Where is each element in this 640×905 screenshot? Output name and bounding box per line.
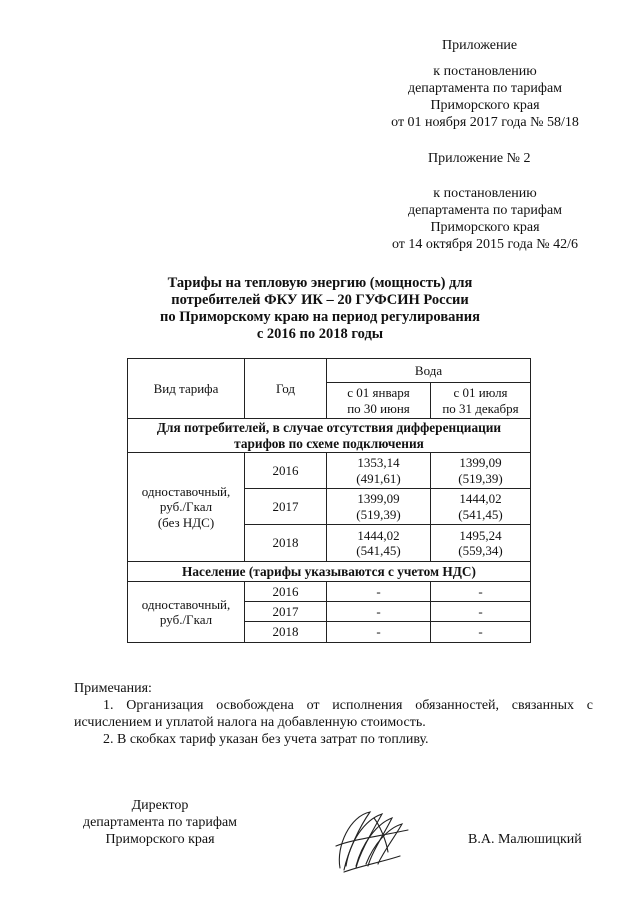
appendix2-line: от 14 октября 2015 года № 42/6 [391,237,579,252]
tariff-value: 1444,02 (541,45) [327,525,431,562]
appendix2-line: Приморского края [430,220,540,235]
tariff-value: 1353,14 (491,61) [327,453,431,489]
tariff-value: - [327,622,431,643]
tariff-value: - [327,582,431,602]
appendix-title: Приложение [442,38,518,53]
document-title-line: по Приморскому краю на период регулирования [160,309,480,325]
year-cell: 2016 [245,582,327,602]
header-year: Год [245,359,327,419]
year-cell: 2018 [245,622,327,643]
appendix-line: Приморского края [430,98,540,113]
tariff-value: - [431,582,531,602]
tariff-value: 1399,09 (519,39) [431,453,531,489]
appendix2-line: департамента по тарифам [407,203,563,218]
signatory-position: департамента по тарифам [82,815,238,830]
tariff-value: - [431,602,531,622]
appendix-line: от 01 ноября 2017 года № 58/18 [391,115,579,130]
year-cell: 2018 [245,525,327,562]
appendix2-title: Приложение № 2 [428,151,531,166]
note-2: 2. В скобках тариф указан без учета затрат по топливу. [103,732,429,747]
tariff-value: - [431,622,531,643]
year-cell: 2017 [245,489,327,525]
appendix-line: департамента по тарифам [407,81,563,96]
year-cell: 2016 [245,453,327,489]
handwritten-signature [330,806,412,876]
document-title-line: с 2016 по 2018 годы [256,326,384,342]
appendix-line: к постановлению [433,64,537,79]
notes-title: Примечания: [74,681,152,696]
header-period-2: с 01 июля по 31 декабря [431,383,531,419]
signatory-name: В.А. Малюшицкий [468,832,582,847]
section-header: Для потребителей, в случае отсутствия дифференциации тарифов по схеме подключения [128,419,531,453]
header-water: Вода [327,359,531,383]
tariff-value: 1444,02 (541,45) [431,489,531,525]
tariff-type-cell: одноставочный, руб./Гкал (без НДС) [128,453,245,562]
signatory-position: Приморского края [105,832,215,847]
note-1-continued: исчислением и уплатой налога на добавленную стоимость. [74,715,426,730]
tariff-value: 1399,09 (519,39) [327,489,431,525]
year-cell: 2017 [245,602,327,622]
appendix2-line: к постановлению [433,186,537,201]
tariff-value: - [327,602,431,622]
document-title-line: Тарифы на тепловую энергию (мощность) для [167,275,473,291]
section-header: Население (тарифы указываются с учетом НДС) [128,562,531,582]
tariff-type-cell: одноставочный, руб./Гкал [128,582,245,643]
note-1: 1. Организация освобождена от исполнения обязанностей, связанных с [103,698,593,713]
tariff-table [127,358,531,643]
tariff-value: 1495,24 (559,34) [431,525,531,562]
header-tariff-type: Вид тарифа [128,359,245,419]
header-period-1: с 01 января по 30 июня [327,383,431,419]
signatory-position: Директор [131,798,189,813]
document-title-line: потребителей ФКУ ИК – 20 ГУФСИН России [171,292,469,308]
